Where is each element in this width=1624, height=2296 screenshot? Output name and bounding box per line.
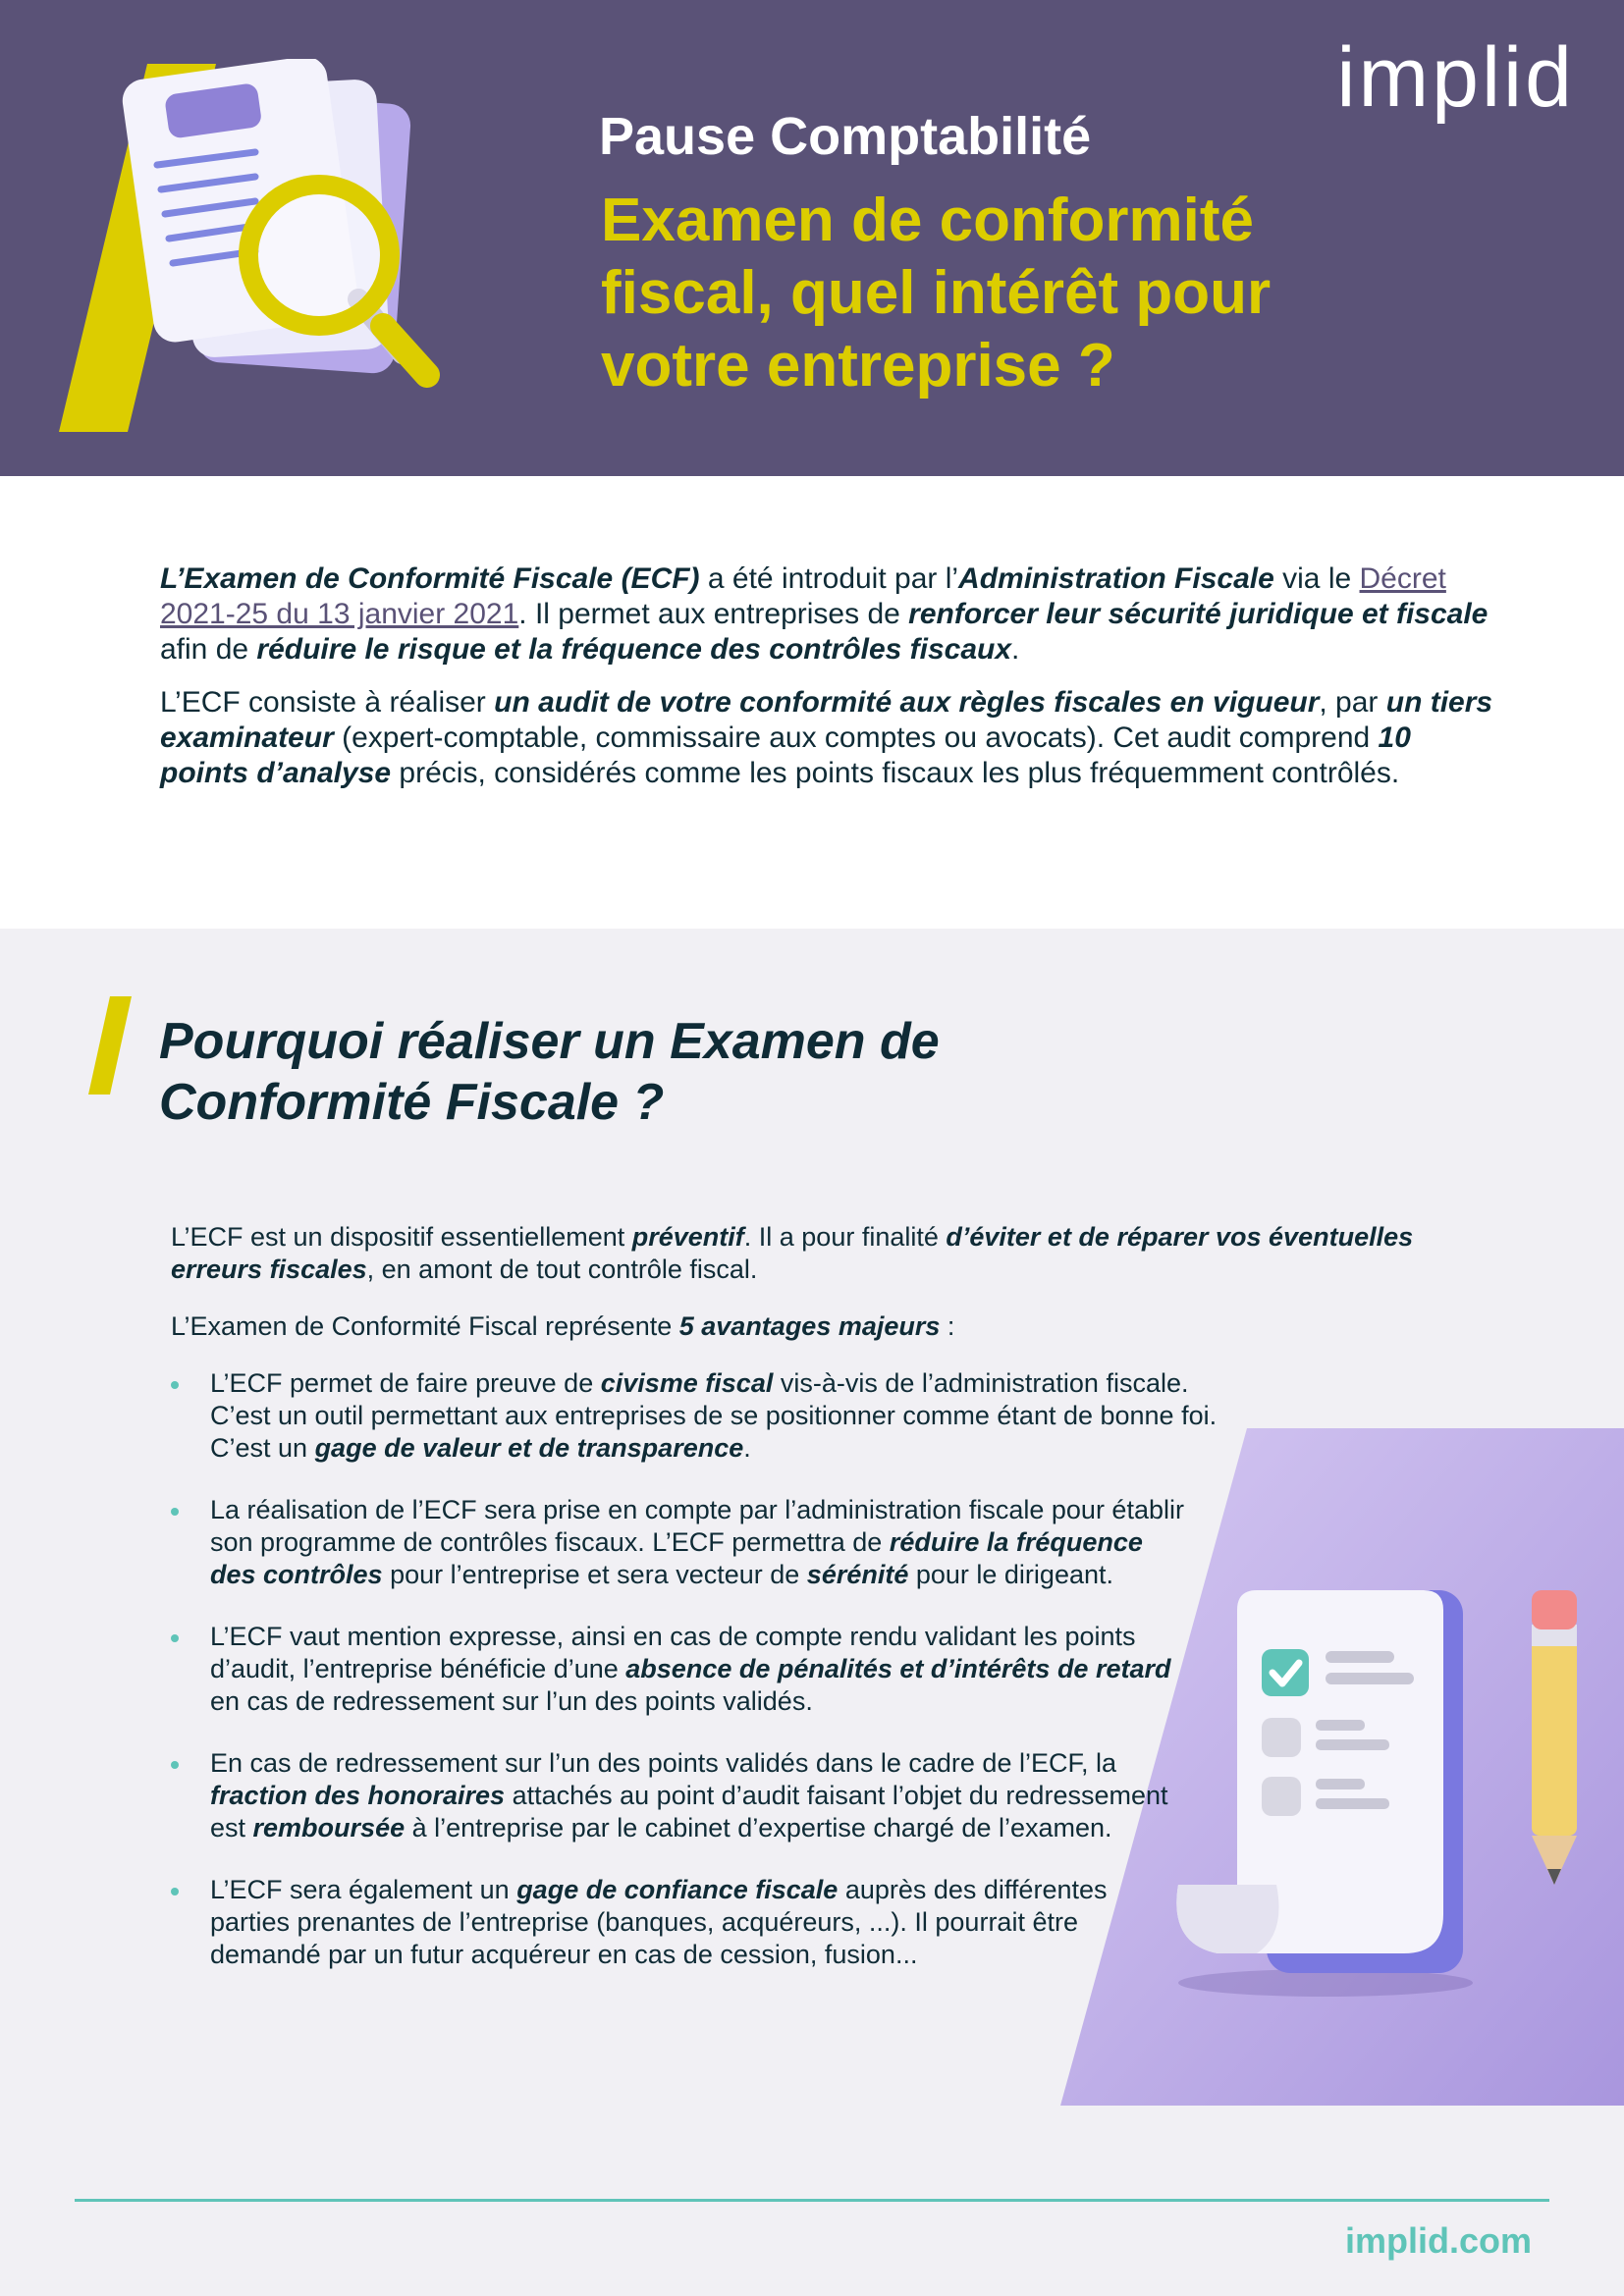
text: via le xyxy=(1273,562,1360,595)
text: En cas de redressement sur l’un des points validés dans le cadre de l’ECF, la xyxy=(210,1748,1116,1778)
text: L’ECF consiste à réaliser xyxy=(160,686,495,719)
bullet-icon xyxy=(171,1761,179,1769)
emphasis: 5 avantages majeurs xyxy=(678,1311,941,1341)
emphasis: réduire la fréquence des contrôles xyxy=(210,1527,1143,1589)
list-item xyxy=(171,1621,1192,1718)
emphasis: réduire le risque et la fréquence des contrôles fiscaux xyxy=(256,633,1012,666)
text: L’ECF permet de faire preuve de xyxy=(210,1368,601,1398)
pencil-icon xyxy=(1532,1590,1577,1885)
text: L’Examen de Conformité Fiscal représente xyxy=(171,1311,679,1341)
emphasis: gage de valeur et de transparence xyxy=(314,1433,744,1463)
text: , par xyxy=(1319,686,1386,719)
text: vis-à-vis de l’administration fiscale. C’est un outil permettant aux entreprises de se positionner comme étant de bonne foi. C’est un xyxy=(210,1368,1218,1463)
intro-text xyxy=(160,561,1495,809)
emphasis: L’Examen de Conformité Fiscale (ECF) xyxy=(160,562,700,595)
bullet-icon xyxy=(171,1381,179,1389)
emphasis: remboursée xyxy=(252,1813,406,1842)
text: . Il a pour finalité xyxy=(743,1222,947,1252)
text: L’ECF sera également un xyxy=(210,1875,517,1904)
text: attachés au point d’audit faisant l’objet du redressement est xyxy=(210,1781,1168,1842)
bullet-icon xyxy=(171,1508,179,1516)
emphasis: 10 points d’analyse xyxy=(160,721,1411,789)
text: (expert-comptable, commissaire aux comptes ou avocats). Cet audit comprend xyxy=(333,721,1379,754)
header-banner xyxy=(0,0,1624,476)
list-item xyxy=(171,1367,1231,1465)
emphasis: gage de confiance fiscale xyxy=(516,1875,839,1904)
emphasis: fraction des honoraires xyxy=(210,1781,506,1810)
emphasis: d’éviter et de réparer vos éventuelles erreurs fiscales xyxy=(171,1222,1414,1284)
text: . xyxy=(1011,633,1020,666)
footer-website-link[interactable]: implid.com xyxy=(1344,2220,1532,2261)
list-item xyxy=(171,1494,1192,1591)
slash-accent-icon xyxy=(88,996,137,1095)
footer-divider xyxy=(75,2199,1549,2202)
advantages-list xyxy=(171,1367,1437,1971)
text: . Il permet aux entreprises de xyxy=(518,598,909,630)
bullet-icon xyxy=(171,1634,179,1642)
text: L’ECF est un dispositif essentiellement xyxy=(171,1222,632,1252)
text: à l’entreprise par le cabinet d’expertise chargé de l’examen. xyxy=(405,1813,1112,1842)
emphasis: sérénité xyxy=(806,1560,909,1589)
emphasis: un tiers examinateur xyxy=(160,686,1493,754)
section-paragraph-2 xyxy=(171,1310,1437,1343)
emphasis: civisme fiscal xyxy=(600,1368,774,1398)
text: : xyxy=(940,1311,955,1341)
emphasis: un audit de votre conformité aux règles fiscales en vigueur xyxy=(494,686,1320,719)
text: pour le dirigeant. xyxy=(908,1560,1113,1589)
intro-paragraph-2 xyxy=(160,685,1495,791)
text: . xyxy=(743,1433,751,1463)
document-magnifier-icon xyxy=(59,59,511,442)
page-kicker: Pause Comptabilité xyxy=(599,107,1092,166)
section-title: Pourquoi réaliser un Examen de Conformité Fiscale ? xyxy=(159,1013,940,1131)
emphasis: absence de pénalités et d’intérêts de retard xyxy=(625,1654,1171,1683)
text: en cas de redressement sur l’un des points validés. xyxy=(210,1686,813,1716)
emphasis: préventif xyxy=(631,1222,744,1252)
list-item xyxy=(171,1747,1192,1844)
text: pour l’entreprise et sera vecteur de xyxy=(382,1560,807,1589)
text: a été introduit par l’ xyxy=(699,562,959,595)
text: précis, considérés comme les points fiscaux les plus fréquemment contrôlés. xyxy=(391,757,1400,789)
text: La réalisation de l’ECF sera prise en compte par l’administration fiscale pour établir son programme de contrôles fiscaux. L’ECF permettra de xyxy=(210,1495,1184,1557)
emphasis: renforcer leur sécurité juridique et fiscale xyxy=(908,598,1489,630)
text: L’ECF vaut mention expresse, ainsi en cas de compte rendu validant les points d’audit, l’entreprise bénéficie d’une xyxy=(210,1622,1136,1683)
intro-paragraph-1 xyxy=(160,561,1495,667)
text: auprès des différentes parties prenantes de l’entreprise (banques, acquéreurs, ...). Il pourrait être demandé par un futur acquéreur en cas de cession, fusion... xyxy=(210,1875,1108,1969)
emphasis: Administration Fiscale xyxy=(958,562,1274,595)
page-title: Examen de conformité fiscal, quel intérêt pour votre entreprise ? xyxy=(601,187,1272,400)
section-body xyxy=(171,1221,1437,2001)
list-item xyxy=(171,1874,1192,1971)
brand-logo: implid xyxy=(1336,30,1575,125)
bullet-icon xyxy=(171,1888,179,1896)
text: , en amont de tout contrôle fiscal. xyxy=(366,1255,758,1284)
section-paragraph-1 xyxy=(171,1221,1437,1286)
decree-link[interactable]: Décret 2021-25 du 13 janvier 2021 xyxy=(160,562,1446,630)
text: afin de xyxy=(160,633,257,666)
